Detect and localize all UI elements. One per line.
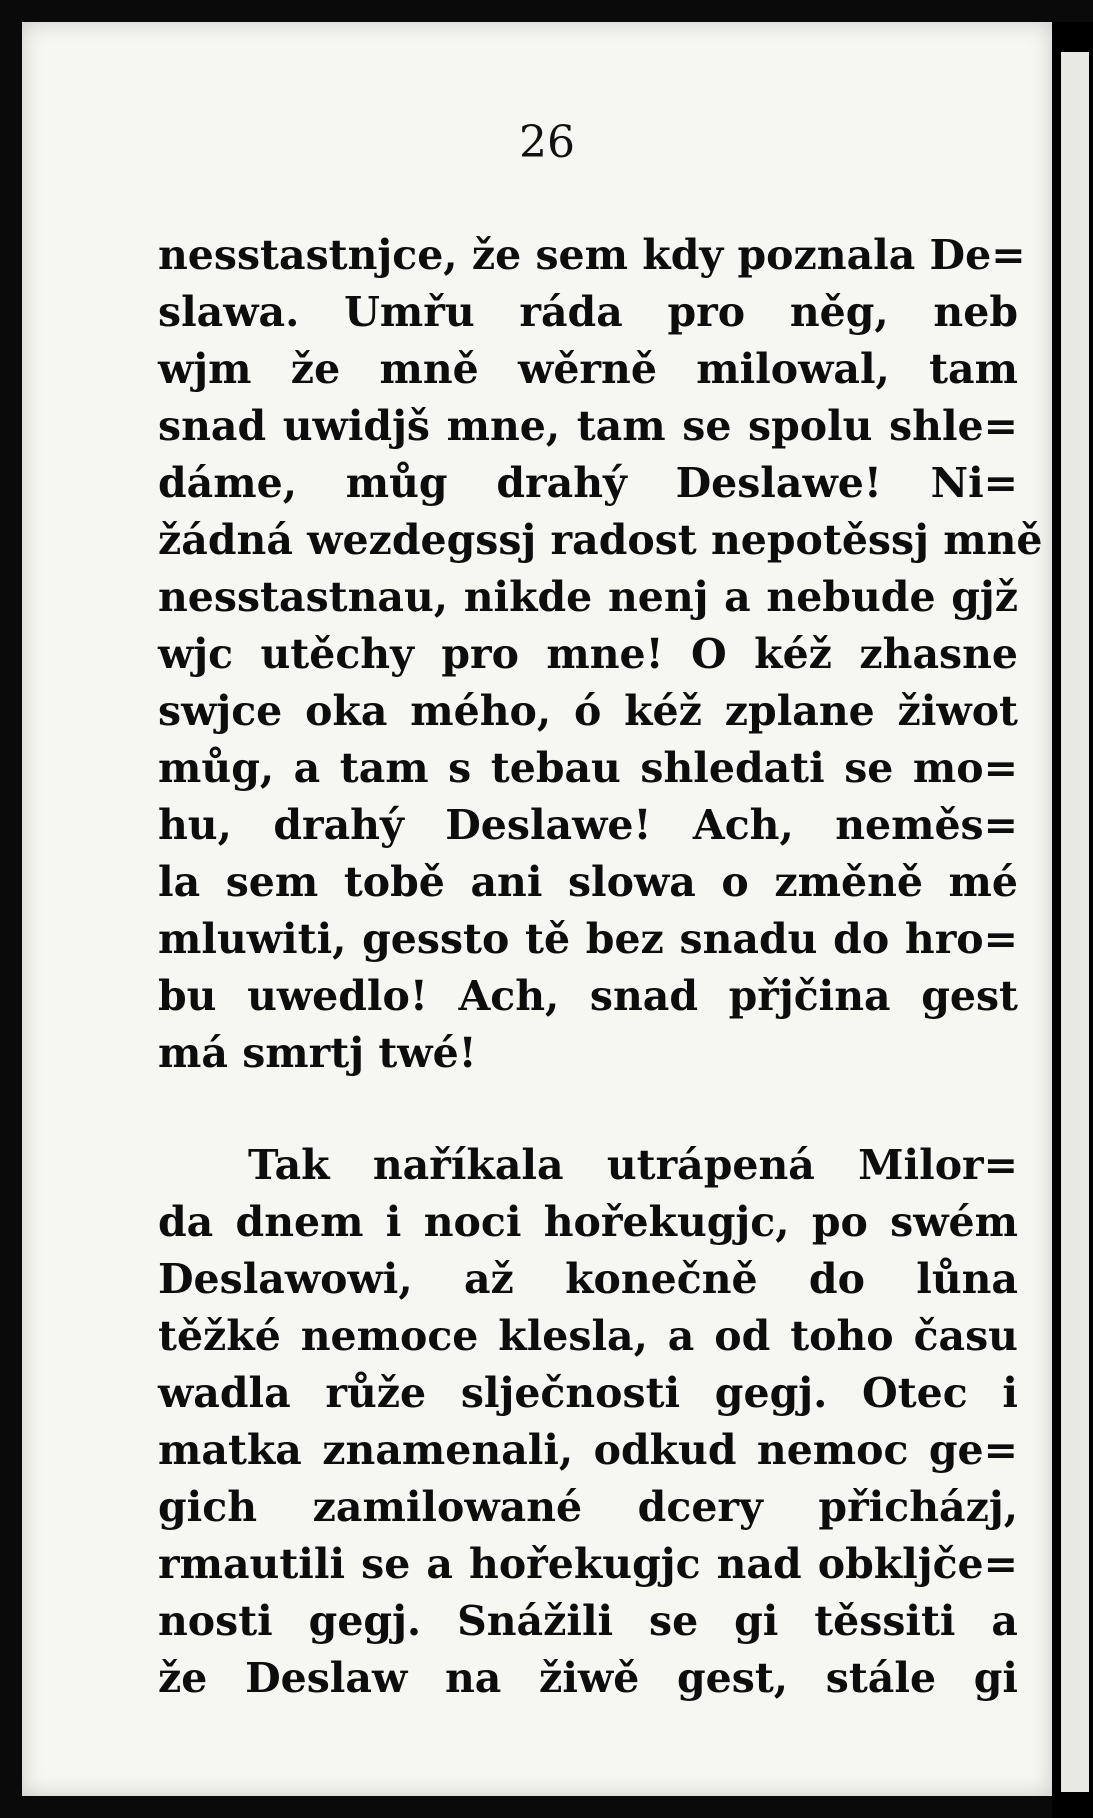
text-line: bu uwedlo! Ach, snad přjčina gest [158, 972, 1018, 1020]
text-line: můg, a tam s tebau shledati se mo= [158, 744, 1018, 792]
text-line: Tak naříkala utrápená Milor= [248, 1141, 1018, 1189]
paragraph-gap [158, 1082, 1018, 1137]
text-line: wadla růže slječnosti gegj. Otec i [158, 1369, 1018, 1417]
text-line: má smrtj twé! [158, 1029, 477, 1077]
book-page [22, 22, 1052, 1796]
text-line: hu, drahý Deslawe! Ach, neměs= [158, 801, 1018, 849]
text-line: mluwiti, gessto tě bez snadu do hro= [158, 915, 1018, 963]
text-line: gich zamilowané dcery přicházj, [158, 1483, 1018, 1531]
text-line: že Deslaw na žiwě gest, stále gi [158, 1654, 1018, 1702]
text-line: nesstastnau, nikde nenj a nebude gjž [158, 573, 1018, 621]
text-line: dáme, můg drahý Deslawe! Ni= [158, 459, 1018, 507]
text-line: matka znamenali, odkud nemoc ge= [158, 1426, 1018, 1474]
paragraph-2 [158, 1137, 1018, 1707]
text-line: žádná wezdegssj radost nepotěssj mně [158, 516, 1043, 564]
text-line: slawa. Umřu ráda pro něg, neb [158, 288, 1018, 336]
text-line: swjce oka mého, ó kéž zplane žiwot [158, 687, 1018, 735]
text-line: da dnem i noci hořekugjc, po swém [158, 1198, 1018, 1246]
text-line: nosti gegj. Snážili se gi těssiti a [158, 1597, 1018, 1645]
text-line: těžké nemoce klesla, a od toho času [158, 1312, 1018, 1360]
paragraph-1 [158, 227, 1043, 1082]
text-line: la sem tobě ani slowa o změně mé [158, 858, 1018, 906]
text-line: nesstastnjce, že sem kdy poznala De= [158, 231, 1026, 279]
page-number: 26 [519, 117, 575, 168]
adjacent-page-edge [1052, 22, 1093, 1818]
body-text [158, 227, 1043, 1707]
text-line: rmautili se a hořekugjc nad obkljče= [158, 1540, 1018, 1588]
text-line: snad uwidjš mne, tam se spolu shle= [158, 402, 1018, 450]
text-line: Deslawowi, až konečně do lůna [158, 1255, 1018, 1303]
text-line: wjc utěchy pro mne! O kéž zhasne [158, 630, 1018, 678]
text-line: wjm že mně wěrně milowal, tam [158, 345, 1018, 393]
